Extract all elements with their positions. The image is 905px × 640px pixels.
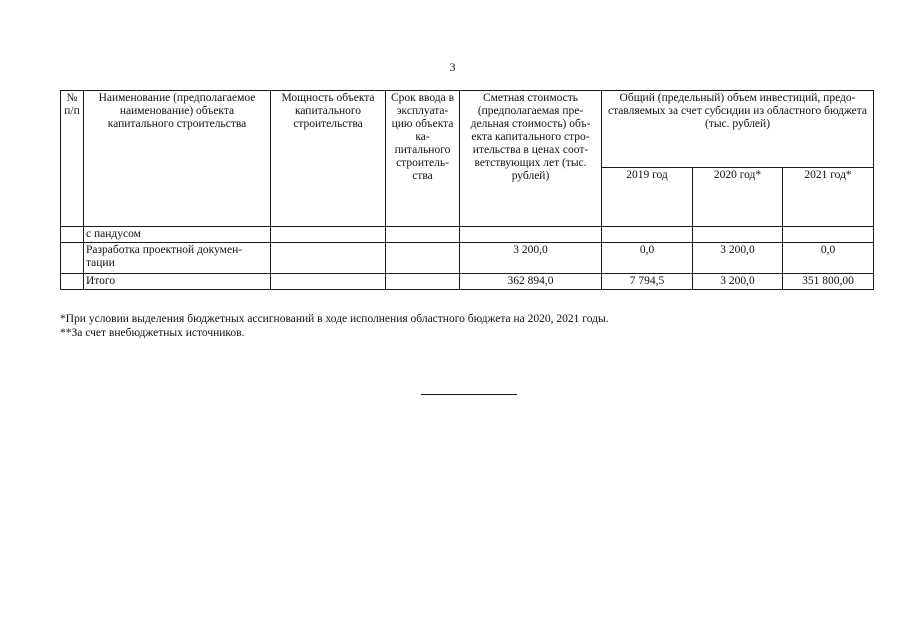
cell-2020: 3 200,0 [693,243,783,274]
cell-commission [386,274,460,290]
cell-commission [386,243,460,274]
cell-2019: 0,0 [602,243,693,274]
end-of-document-line [421,394,517,395]
cell-num [61,274,84,290]
cell-cost: 362 894,0 [460,274,602,290]
header-name: Наименование (предполагаемое наименование) объекта капитального строительства [84,91,271,227]
cell-2020 [693,227,783,243]
cell-2019: 7 794,5 [602,274,693,290]
cell-name: Разработка проектной докумен-тации [84,243,271,274]
cell-num [61,243,84,274]
footnote-extrabudgetary: **За счет внебюджетных источников. [60,327,245,339]
header-year-2019: 2019 год [602,168,693,227]
budget-table [60,90,874,290]
table-row-total [61,274,874,290]
cell-capacity [271,274,386,290]
cell-2021: 0,0 [783,243,874,274]
cell-name: с пандусом [84,227,271,243]
cell-capacity [271,227,386,243]
cell-cost [460,227,602,243]
header-year-2021: 2021 год* [783,168,874,227]
cell-capacity [271,243,386,274]
cell-2019 [602,227,693,243]
table-row [61,243,874,274]
header-row [61,91,874,168]
header-year-2020: 2020 год* [693,168,783,227]
cell-2020: 3 200,0 [693,274,783,290]
page-number: 3 [449,60,456,74]
cell-name: Итого [84,274,271,290]
footnotes [60,312,609,340]
cell-2021 [783,227,874,243]
cell-commission [386,227,460,243]
cell-2021: 351 800,00 [783,274,874,290]
header-investment: Общий (предельный) объем инвестиций, предо-ставляемых за счет субсидии из областного бюджета (тыс. рублей) [602,91,874,168]
header-capacity: Мощность объекта капитального строительства [271,91,386,227]
header-cost: Сметная стоимость (предполагаемая пре-дельная стоимость) объ-екта капитального стро-ительства в ценах соот-ветствующих лет (тыс. рублей) [460,91,602,227]
cell-num [61,227,84,243]
table-row [61,227,874,243]
header-num: № п/п [61,91,84,227]
cell-cost: 3 200,0 [460,243,602,274]
footnote-budget-allocation: *При условии выделения бюджетных ассигнований в ходе исполнения областного бюджета на 2020, 2021 годы. [60,313,609,325]
header-commission: Срок ввода в эксплуата-цию объекта ка-питального строитель-ства [386,91,460,227]
